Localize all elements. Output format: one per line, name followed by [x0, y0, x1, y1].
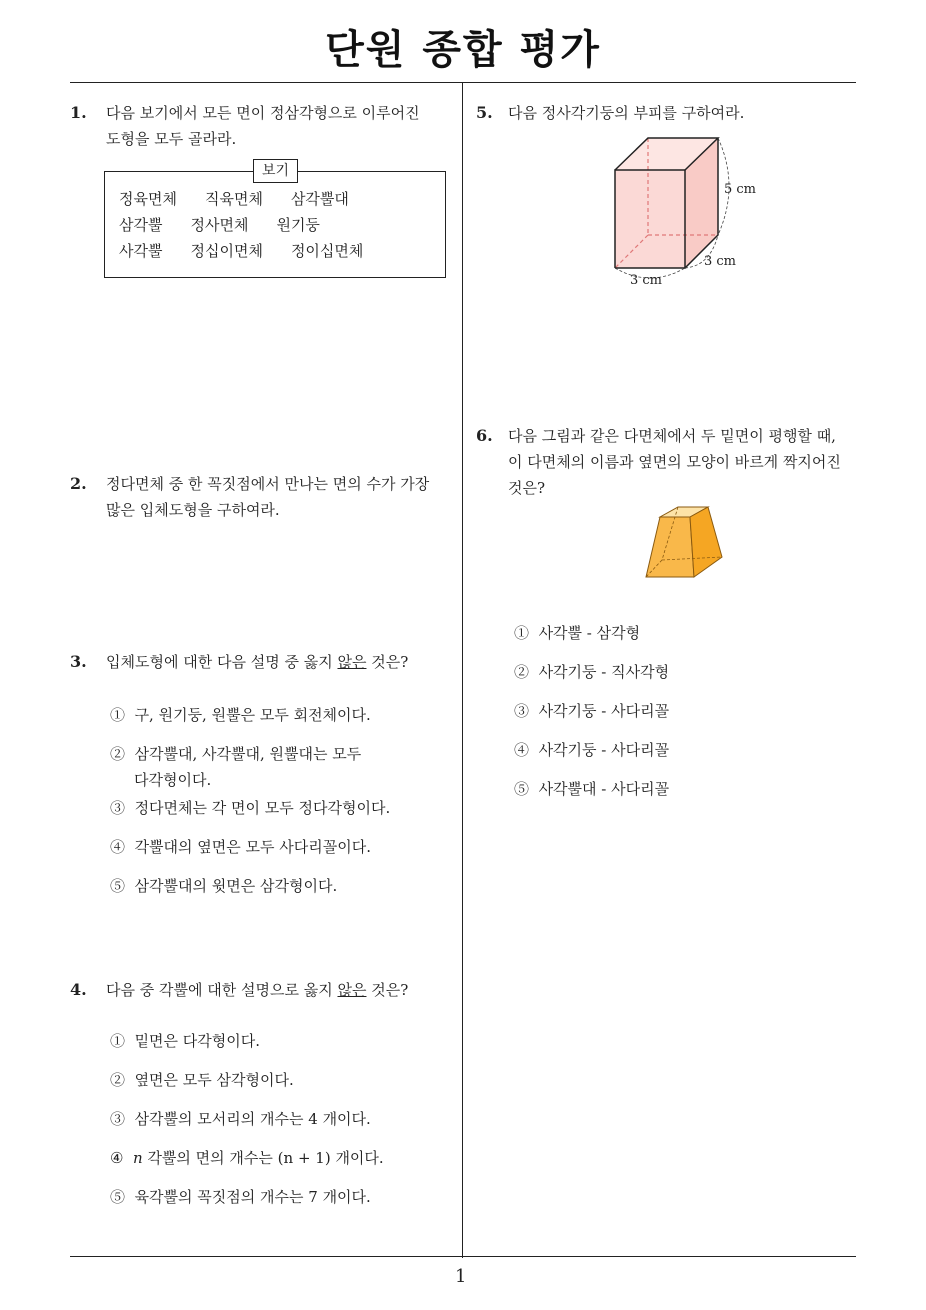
- q3-option-4[interactable]: ④ 각뿔대의 옆면은 모두 사다리꼴이다.: [110, 838, 371, 856]
- q4-option-3[interactable]: ③ 삼각뿔의 모서리의 개수는 4 개이다.: [110, 1110, 371, 1128]
- top-rule: [70, 82, 856, 83]
- q6-option-4[interactable]: ④ 사각기둥 - 사다리꼴: [514, 741, 670, 759]
- underline-not: 않은: [337, 653, 367, 671]
- height-label: 5 cm: [724, 182, 757, 197]
- q3-option-2[interactable]: ② 삼각뿔대, 사각뿔대, 원뿔대는 모두 다각형이다.: [110, 745, 362, 789]
- question-5-text: 다음 정사각기둥의 부피를 구하여라.: [508, 104, 745, 122]
- page-number: 1: [455, 1266, 467, 1287]
- bottom-rule: [70, 1256, 856, 1257]
- frustum-figure: [640, 505, 730, 585]
- question-3-text: 입체도형에 대한 다음 설명 중 옳지 않은 것은?: [106, 653, 409, 671]
- q3-option-5[interactable]: ⑤ 삼각뿔대의 윗면은 삼각형이다.: [110, 877, 338, 895]
- question-1-choice-box: [104, 171, 446, 278]
- q6-option-2[interactable]: ② 사각기둥 - 직사각형: [514, 663, 670, 681]
- question-6-number: 6.: [476, 426, 493, 445]
- q3-option-3[interactable]: ③ 정다면체는 각 면이 모두 정다각형이다.: [110, 799, 391, 817]
- q4-option-5[interactable]: ⑤ 육각뿔의 꼭짓점의 개수는 7 개이다.: [110, 1188, 371, 1206]
- question-3-number: 3.: [70, 652, 87, 671]
- choice-row-1: 정육면체 직육면체 삼각뿔대: [119, 190, 349, 208]
- question-1-text: 다음 보기에서 모든 면이 정삼각형으로 이루어진 도형을 모두 골라라.: [106, 104, 420, 148]
- q4-option-4[interactable]: ④ n 각뿔의 면의 개수는 (n + 1) 개이다.: [110, 1149, 384, 1167]
- question-2-number: 2.: [70, 474, 87, 493]
- q6-option-5[interactable]: ⑤ 사각뿔대 - 사다리꼴: [514, 780, 670, 798]
- underline-not: 않은: [337, 981, 367, 999]
- question-4-number: 4.: [70, 980, 87, 999]
- q4-option-2[interactable]: ② 옆면은 모두 삼각형이다.: [110, 1071, 294, 1089]
- question-1-number: 1.: [70, 103, 87, 122]
- choice-row-2: 삼각뿔 정사면체 원기둥: [119, 216, 320, 234]
- choice-box-label: 보기: [253, 159, 298, 183]
- depth-label: 3 cm: [704, 254, 737, 269]
- question-5-number: 5.: [476, 103, 493, 122]
- column-divider: [462, 83, 463, 1258]
- q3-option-1[interactable]: ① 구, 원기둥, 원뿔은 모두 회전체이다.: [110, 706, 371, 724]
- page-title: 단원 종합 평가: [325, 27, 601, 73]
- question-6-text: 다음 그림과 같은 다면체에서 두 밑면이 평행할 때, 이 다면체의 이름과 옆면의 모양이 바르게 짝지어진 것은?: [508, 427, 841, 497]
- q6-option-3[interactable]: ③ 사각기둥 - 사다리꼴: [514, 702, 670, 720]
- q6-option-1[interactable]: ① 사각뿔 - 삼각형: [514, 624, 641, 642]
- question-2-text: 정다면체 중 한 꼭짓점에서 만나는 면의 수가 가장 많은 입체도형을 구하여라.: [106, 475, 430, 519]
- q4-option-1[interactable]: ① 밑면은 다각형이다.: [110, 1032, 261, 1050]
- square-prism-figure: [600, 130, 770, 290]
- width-label: 3 cm: [630, 273, 663, 288]
- question-4-text: 다음 중 각뿔에 대한 설명으로 옳지 않은 것은?: [106, 981, 409, 999]
- choice-row-3: 사각뿔 정십이면체 정이십면체: [119, 242, 364, 260]
